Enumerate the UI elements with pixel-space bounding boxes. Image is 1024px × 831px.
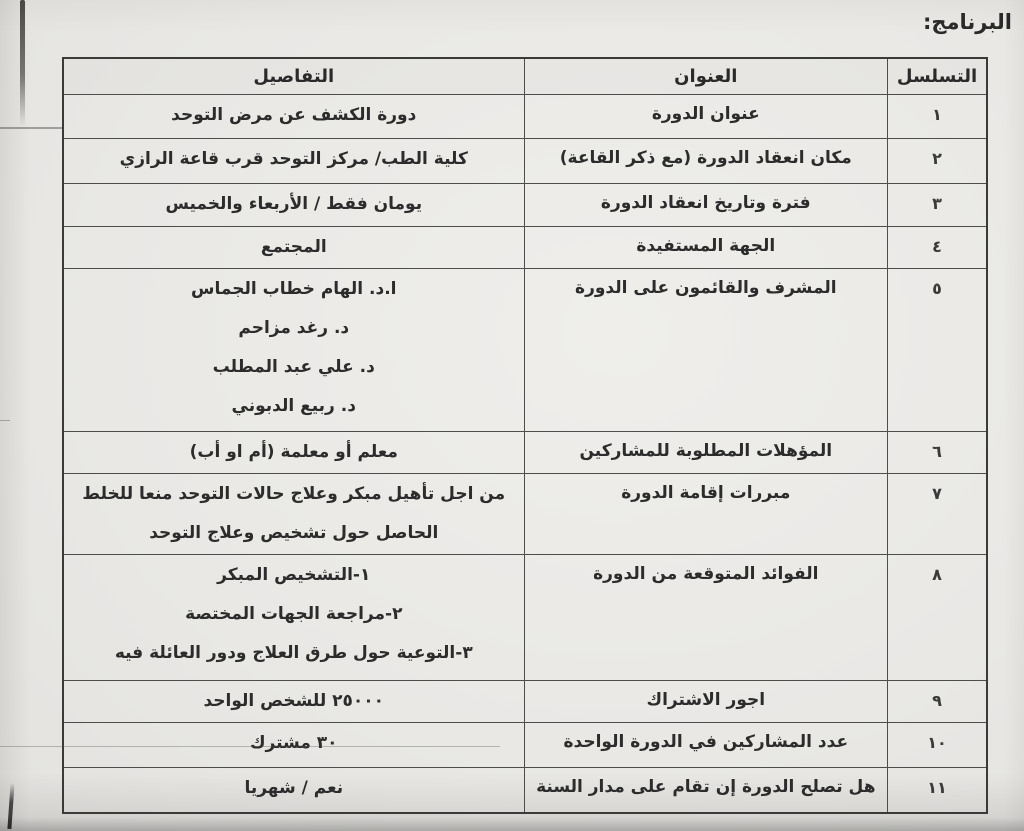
details-cell (63, 139, 524, 184)
details-line: ٢٥٠٠٠ للشخص الواحد (203, 691, 385, 711)
details-cell (63, 723, 524, 768)
details-cell (63, 184, 524, 227)
details-cell (63, 227, 524, 269)
sequence-cell: ٦ (888, 432, 987, 474)
title-cell: عدد المشاركين في الدورة الواحدة (524, 723, 888, 768)
table-row (63, 227, 987, 269)
sequence-cell: ١١ (888, 768, 987, 814)
column-header-details: التفاصيل (63, 58, 524, 95)
scan-fold-artifact (20, 0, 25, 126)
table-row (63, 95, 987, 139)
details-cell (63, 432, 524, 474)
details-line: من اجل تأهيل مبكر وعلاج حالات التوحد منعا للخلط (82, 484, 506, 504)
table-header-row (63, 58, 987, 95)
table-row (63, 723, 987, 768)
details-line: ٣٠ مشترك (249, 733, 338, 753)
title-cell: اجور الاشتراك (524, 681, 888, 723)
title-cell: مبررات إقامة الدورة (524, 474, 888, 555)
sequence-cell: ٩ (888, 681, 987, 723)
details-cell (63, 768, 524, 814)
details-cell (63, 555, 524, 681)
sequence-cell: ١٠ (888, 723, 987, 768)
details-line: ٣-التوعية حول طرق العلاج ودور العائلة فيه (114, 643, 473, 663)
details-line: كلية الطب/ مركز التوحد قرب قاعة الرازي (119, 149, 468, 169)
sequence-cell: ٢ (888, 139, 987, 184)
details-line: د. ربيع الدبوني (231, 396, 356, 416)
table-row (63, 555, 987, 681)
details-line: د. علي عبد المطلب (212, 357, 375, 377)
sequence-cell: ٨ (888, 555, 987, 681)
details-cell (63, 269, 524, 432)
table-row (63, 432, 987, 474)
title-cell: مكان انعقاد الدورة (مع ذكر القاعة) (524, 139, 888, 184)
title-cell: المؤهلات المطلوبة للمشاركين (524, 432, 888, 474)
table-row (63, 768, 987, 814)
sequence-cell: ٣ (888, 184, 987, 227)
column-header-sequence: التسلسل (888, 58, 987, 95)
details-line: المجتمع (260, 237, 327, 257)
title-cell: الفوائد المتوقعة من الدورة (524, 555, 888, 681)
details-line: دورة الكشف عن مرض التوحد (171, 105, 417, 125)
sequence-cell: ٥ (888, 269, 987, 432)
details-line: ا.د. الهام خطاب الجماس (191, 279, 397, 299)
details-line: نعم / شهريا (244, 778, 344, 798)
title-cell: هل تصلح الدورة إن تقام على مدار السنة (524, 768, 888, 814)
scan-line-artifact (0, 420, 10, 421)
details-line: ١-التشخيص المبكر (217, 565, 371, 585)
sequence-cell: ٤ (888, 227, 987, 269)
title-cell: الجهة المستفيدة (524, 227, 888, 269)
details-cell (63, 95, 524, 139)
details-cell (63, 681, 524, 723)
details-line: ٢-مراجعة الجهات المختصة (185, 604, 403, 624)
sequence-cell: ٧ (888, 474, 987, 555)
table-row (63, 681, 987, 723)
details-line: معلم أو معلمة (أم او أب) (189, 442, 398, 462)
column-header-title: العنوان (524, 58, 888, 95)
program-table (62, 57, 988, 814)
details-line: د. رغد مزاحم (238, 318, 350, 338)
scan-shadow-artifact (0, 817, 1024, 831)
details-line: يومان فقط / الأربعاء والخميس (165, 194, 423, 214)
page-title: البرنامج: (922, 10, 1012, 34)
details-line: الحاصل حول تشخيص وعلاج التوحد (149, 523, 439, 543)
scan-line-artifact (0, 127, 62, 129)
table-row (63, 184, 987, 227)
table-row (63, 474, 987, 555)
title-cell: فترة وتاريخ انعقاد الدورة (524, 184, 888, 227)
table-row (63, 269, 987, 432)
title-cell: المشرف والقائمون على الدورة (524, 269, 888, 432)
table-row (63, 139, 987, 184)
scan-corner-mark-artifact (7, 783, 14, 829)
title-cell: عنوان الدورة (524, 95, 888, 139)
details-cell (63, 474, 524, 555)
sequence-cell: ١ (888, 95, 987, 139)
